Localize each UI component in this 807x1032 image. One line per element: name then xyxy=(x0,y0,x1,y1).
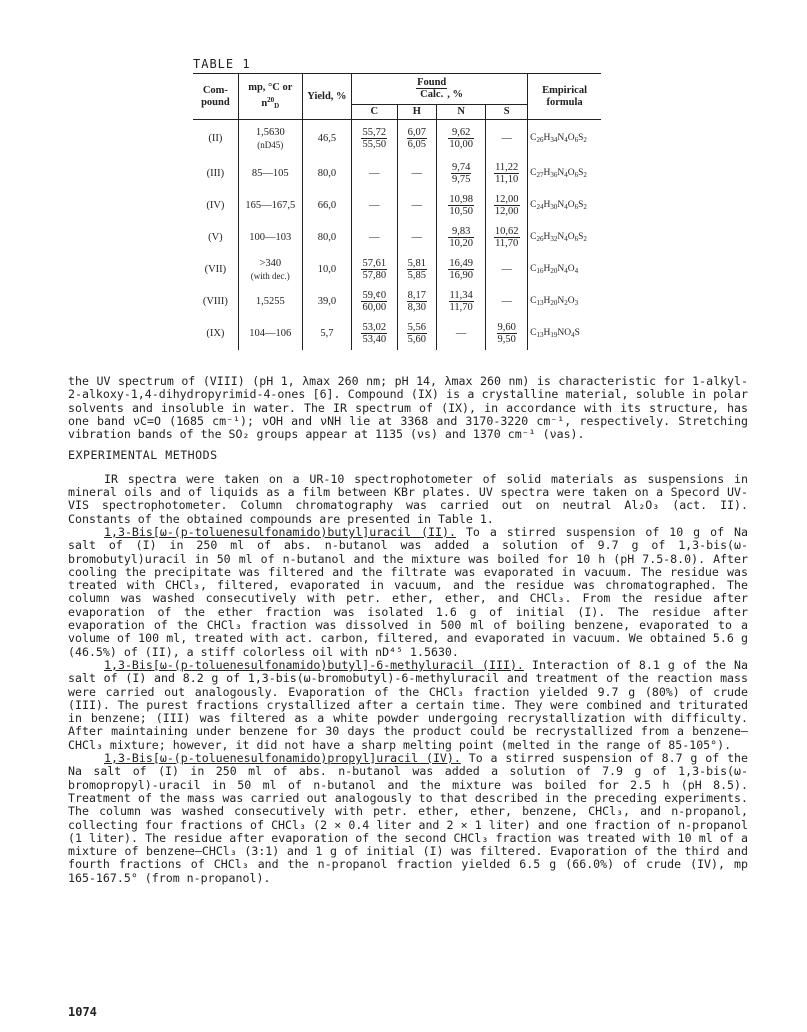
cell-formula: $C_{13}H_{20}N_2O_3$ xyxy=(528,286,601,318)
cell-mp: >340 (with dec.) xyxy=(238,254,302,286)
cell-compound: (III) xyxy=(206,168,225,179)
col-header-formula: Empirical formula xyxy=(528,74,601,120)
cell-h: — xyxy=(397,222,437,254)
cell-compound: (II) xyxy=(208,133,223,144)
cell-formula: $C_{24}H_{30}N_4O_6S_2$ xyxy=(528,190,601,222)
cell-c: $\frac{53,02}{53,40}$ xyxy=(352,318,398,350)
cell-n: — xyxy=(437,318,486,350)
table-row xyxy=(193,254,601,286)
cell-c: $\frac{59,¢0}{60,00}$ xyxy=(352,286,398,318)
cell-h: $\frac{8,17}{8,30}$ xyxy=(397,286,437,318)
col-header-c: C xyxy=(352,105,398,120)
cell-c: — xyxy=(352,158,398,190)
table-caption: TABLE 1 xyxy=(193,57,251,71)
col-header-found-calc: $\frac{\text{Found}}{\text{Calc.}}$ , % xyxy=(352,74,528,105)
cell-s: $\frac{11,22}{11,10}$ xyxy=(486,158,528,190)
cell-n: $\frac{11,34}{11,70}$ xyxy=(437,286,486,318)
cell-h: $\frac{6,07}{6,05}$ xyxy=(397,120,437,159)
cell-s: — xyxy=(486,286,528,318)
cell-h: — xyxy=(397,190,437,222)
table-row xyxy=(193,286,601,318)
cell-mp: 1,5630 (nD45) xyxy=(238,120,302,159)
body-text xyxy=(68,375,748,885)
cell-yield: 10,0 xyxy=(302,254,351,286)
cell-compound: (IX) xyxy=(206,328,225,339)
cell-n: $\frac{9,83}{10,20}$ xyxy=(437,222,486,254)
table-row xyxy=(193,120,601,159)
cell-formula: $C_{16}H_{20}N_4O_4$ xyxy=(528,254,601,286)
cell-n: $\frac{10,98}{10,50}$ xyxy=(437,190,486,222)
cell-yield: 39,0 xyxy=(302,286,351,318)
table-row xyxy=(193,318,601,350)
col-header-mp: mp, °C or $n^{20}_D$ xyxy=(238,74,302,120)
cell-c: — xyxy=(352,190,398,222)
section-heading: EXPERIMENTAL METHODS xyxy=(68,448,218,463)
cell-compound: (VIII) xyxy=(202,296,228,307)
cell-s: $\frac{12,00}{12,00}$ xyxy=(486,190,528,222)
paragraph-compound-iii: 1,3-Bis[ω-(p-toluenesulfonamido)butyl]-6-methyluracil (III). Interaction of 8.1 g of the Na salt of (I) and 8.2 g of 1,3-bis(ω-bromobutyl)-6-methyluracil and treatment of the reaction mass were carried out analogously. Evaporation of the CHCl₃ fraction yielded 9.7 g (80%) of crude (III). The purest fractions crystallized after a certain time. They were combined and triturated in benzene; (III) was filtered as a white powder undergoing recrystallization with difficulty. After maintaining under benzene for 30 days the product could be recrystallized from a benzene—CHCl₃ mixture; however, it did not have a sharp melting point (melted in the range of 85-105°). xyxy=(68,657,748,752)
cell-compound: (V) xyxy=(208,232,223,243)
compound-ii-title: 1,3-Bis[ω-(p-toluenesulfonamido)butyl]uracil (II). xyxy=(104,524,456,539)
cell-formula: $C_{26}H_{32}N_4O_6S_2$ xyxy=(528,222,601,254)
cell-n: $\frac{9,62}{10,00}$ xyxy=(437,120,486,159)
cell-n: $\frac{16,49}{16,90}$ xyxy=(437,254,486,286)
paragraph-compound-ii: 1,3-Bis[ω-(p-toluenesulfonamido)butyl]uracil (II). To a stirred suspension of 10 g of Na salt of (I) in 250 ml of abs. n-butanol was added a solution of 9.7 g of 1,3-bis(ω-bromobutyl)uracil in 50 ml of n-butanol and the mixture was boiled for 10 h (pH 7.5-8.0). After cooling the precipitate was filtered and the filtrate was evaporated in vacuum. The residue was treated with CHCl₃, filtered, evaporated in vacuum, and the residue was chromatographed. The column was washed consecutively with petr. ether, ether, and CHCl₃. From the residue after evaporation of the ether fraction was isolated 1.6 g of initial (I). The residue after evaporation of the CHCl₃ fraction was dissolved in 500 ml of boiling benzene, evaporated to a volume of 100 ml, treated with act. carbon, filtered, and evaporated in vacuum. We obtained 5.6 g (46.5%) of (II), a stiff colorless oil with nD⁴⁵ 1.5630. xyxy=(68,524,748,659)
cell-s: — xyxy=(486,120,528,159)
cell-s: $\frac{10,62}{11,70}$ xyxy=(486,222,528,254)
cell-s: $\frac{9,60}{9,50}$ xyxy=(486,318,528,350)
cell-mp: 85—105 xyxy=(238,158,302,190)
col-header-s: S xyxy=(486,105,528,120)
cell-yield: 66,0 xyxy=(302,190,351,222)
cell-h: $\frac{5,81}{5,85}$ xyxy=(397,254,437,286)
cell-c: — xyxy=(352,222,398,254)
table-row xyxy=(193,158,601,190)
cell-mp: 165—167,5 xyxy=(238,190,302,222)
cell-compound: (VII) xyxy=(204,264,227,275)
cell-mp: 100—103 xyxy=(238,222,302,254)
compound-iv-title: 1,3-Bis[ω-(p-toluenesulfonamido)propyl]uracil (IV). xyxy=(104,751,461,766)
table-row xyxy=(193,190,601,222)
cell-c: $\frac{55,72}{55,50}$ xyxy=(352,120,398,159)
cell-yield: 46,5 xyxy=(302,120,351,159)
cell-c: $\frac{57,61}{57,80}$ xyxy=(352,254,398,286)
cell-mp: 1,5255 xyxy=(238,286,302,318)
col-header-n: N xyxy=(437,105,486,120)
col-header-yield: Yield, % xyxy=(302,74,351,120)
cell-formula: $C_{13}H_{19}NO_4S$ xyxy=(528,318,601,350)
cell-n: $\frac{9,74}{9,75}$ xyxy=(437,158,486,190)
cell-formula: $C_{27}H_{36}N_4O_6S_2$ xyxy=(528,158,601,190)
cell-h: $\frac{5,56}{5,60}$ xyxy=(397,318,437,350)
col-header-h: H xyxy=(397,105,437,120)
cell-s: — xyxy=(486,254,528,286)
cell-yield: 80,0 xyxy=(302,222,351,254)
paragraph-compound-iv: 1,3-Bis[ω-(p-toluenesulfonamido)propyl]uracil (IV). To a stirred suspension of 8.7 g of the Na salt of (I) in 250 ml of abs. n-butanol was added a solution of 7.9 g of 1,3-bis(ω-bromopropyl)-uracil in 50 ml of n-butanol and the mixture was boiled for 2.5 h (pH 8.5). Treatment of the mass was carried out analogously to that described in the preceding experiments. The column was washed consecutively with petr. ether, ether, benzene, CHCl₃, and n-propanol, collecting four fractions of CHCl₃ (2 × 0.4 liter and 2 × 1 liter) and one fraction of n-propanol (1 liter). The residue after evaporation of the second CHCl₃ fraction was treated with 10 ml of a mixture of benzene—CHCl₃ (3:1) and 1 g of initial (I) was filtered. Evaporation of the third and fourth fractions of CHCl₃ and the n-propanol fraction yielded 6.5 g (66.0%) of crude (IV), mp 165-167.5° (from n-propanol). xyxy=(68,751,749,885)
page-number: 1074 xyxy=(68,1005,97,1019)
cell-h: — xyxy=(397,158,437,190)
table-row xyxy=(193,222,601,254)
col-header-compound: Com- pound xyxy=(193,74,238,120)
paragraph-uv-spectrum: the UV spectrum of (VIII) (pH 1, λmax 260 nm; pH 14, λmax 260 nm) is characteristic for 1-alkyl-2-alkoxy-1,4-dihydropyrimid-4-ones [6]. Compound (IX) is a crystalline material, soluble in polar solvents and insoluble in water. The IR spectrum of (IX), in accordance with its structure, has one band νC=O (1685 cm⁻¹); νOH and νNH lie at 3368 and 3170-3220 cm⁻¹, respectively. Stretching vibration bands of the SO₂ groups appear at 1135 (νs) and 1370 cm⁻¹ (νas). xyxy=(68,374,748,442)
cell-formula: $C_{26}H_{34}N_4O_6S_2$ xyxy=(528,120,601,159)
paragraph-methods: IR spectra were taken on a UR-10 spectrophotometer of solid materials as suspensions in mineral oils and of liquids as a film between KBr plates. UV spectra were taken on a Specord UV-VIS spectrophotometer. Column chromatography was carried out on neutral Al₂O₃ (act. II). Constants of the obtained compounds are presented in Table 1. xyxy=(68,471,748,526)
cell-yield: 5,7 xyxy=(302,318,351,350)
data-table xyxy=(193,73,601,350)
cell-compound: (IV) xyxy=(206,200,225,211)
compound-iii-title: 1,3-Bis[ω-(p-toluenesulfonamido)butyl]-6-methyluracil (III). xyxy=(104,657,524,672)
cell-yield: 80,0 xyxy=(302,158,351,190)
cell-mp: 104—106 xyxy=(238,318,302,350)
